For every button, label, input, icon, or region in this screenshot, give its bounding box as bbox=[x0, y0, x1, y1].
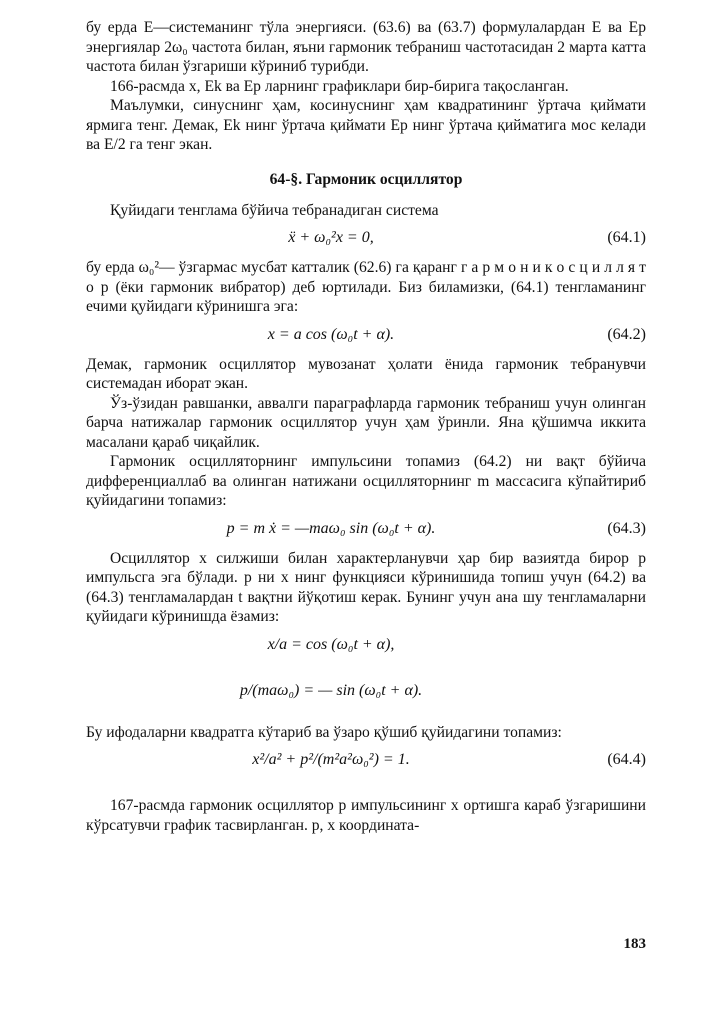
equation-sin-form bbox=[86, 677, 646, 719]
equation-64-3-number: (64.3) bbox=[607, 519, 646, 537]
paragraph-figure-167: 167-расмда гармоник осциллятор p импульсининг x ортишга караб ўзгаришини кўрсатувчи график тасвирланган. p, x координата- bbox=[86, 797, 646, 834]
equation-64-4-body: x²/a² + p²/(m²a²ω₀²) = 1. bbox=[252, 751, 410, 768]
paragraph-oscillator-definition: бу ерда ω₀²— ўзгармас мусбат катталик (62.6) га қаранг г а р м о н и к о с ц и л л я т о р (ёки гармоник вибратор) деб юртилади. Биз биламизки, (64.1) тенгламанинг ечими қуйидаги кўринишга эга: bbox=[86, 259, 646, 315]
equation-64-1-number: (64.1) bbox=[607, 229, 646, 246]
paragraph-energy: бу ерда E—системанинг тўла энергияси. (63.6) ва (63.7) формулалардан E ва Ep энергиялар 2ω₀ частота билан, яъни гармоник тебраниш частотасидан 2 марта катта частота билан ўзгариши кўриниб турибди. bbox=[86, 19, 646, 75]
page-content bbox=[86, 18, 646, 835]
equation-64-2-number: (64.2) bbox=[607, 325, 646, 343]
equation-64-3 bbox=[86, 515, 646, 545]
equation-cos-form-body: x/a = cos (ω₀t + α), bbox=[267, 635, 395, 653]
equation-64-4 bbox=[86, 746, 646, 792]
equation-64-1 bbox=[86, 224, 646, 254]
equation-64-3-body: p = m ẋ = —maω₀ sin (ω₀t + α). bbox=[226, 519, 436, 537]
equation-sin-form-body: p/(maω₀) = — sin (ω₀t + α). bbox=[239, 681, 423, 699]
paragraph-equilibrium: Демак, гармоник осциллятор мувозанат ҳолати ёнида гармоник тебранувчи системадан иборат экан. bbox=[86, 355, 646, 392]
equation-64-4-number: (64.4) bbox=[607, 751, 646, 768]
section-heading: 64-§. Гармоник осциллятор bbox=[269, 170, 463, 188]
equation-64-1-body: ẍ + ω₀²x = 0, bbox=[288, 229, 374, 246]
equation-cos-form bbox=[86, 631, 646, 673]
paragraph-system-intro: Қуйидаги тенглама бўйича тебранадиган система bbox=[110, 201, 439, 219]
paragraph-figure-166: 166-расмда x, Ek ва Ep ларнинг графиклари бир-бирига тақосланган. bbox=[110, 77, 569, 95]
equation-64-2-body: x = a cos (ω₀t + α). bbox=[267, 325, 395, 343]
paragraph-phase-position: Осциллятор x силжиши билан характерланувчи ҳар бир вазиятда бирор p импульсга эга бўлади. p ни x нинг функцияси кўринишида топиш учун (64.2) ва (64.3) тенгламалардан t вақтни йўқотиш керак. Бунинг учун ана шу тенгламаларни қуйидаги кўринишда ёзамиз: bbox=[86, 549, 646, 625]
paragraph-average-values: Маълумки, синуснинг ҳам, косинуснинг ҳам квадратининг ўртача қиймати ярмига тенг. Демак, Ek нинг ўртача қиймати Ep нинг ўртача қийматига мос келади ва E/2 га тенг экан. bbox=[86, 97, 646, 153]
paragraph-squares: Бу ифодаларни квадратга кўтариб ва ўзаро қўшиб қуйидагини топамиз: bbox=[86, 723, 562, 741]
page-number: 183 bbox=[623, 936, 646, 952]
paragraph-results: Ўз-ўзидан равшанки, аввалги параграфларда гармоник тебраниш учун олинган барча натижалар гармоник осциллятор учун ҳам ўринли. Яна қўшимча иккита масалани қараб чиқайлик. bbox=[86, 394, 646, 451]
equation-64-2 bbox=[86, 321, 646, 351]
paragraph-momentum: Гармоник осцилляторнинг импульсини топамиз (64.2) ни вақт бўйича дифференциаллаб ва олинган натижани осцилляторнинг m массасига кўпайтириб қуйидагини топамиз: bbox=[86, 453, 646, 509]
